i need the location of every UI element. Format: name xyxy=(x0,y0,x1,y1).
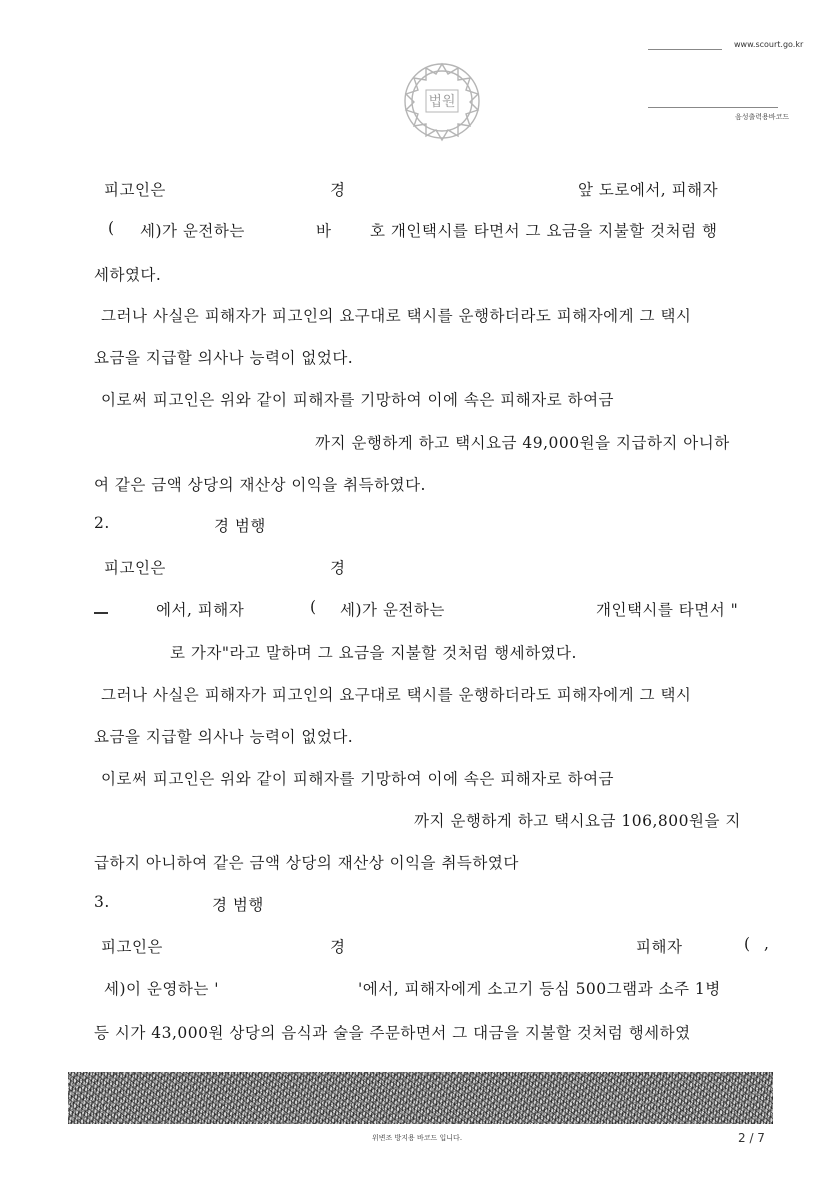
court-seal-emblem xyxy=(400,60,484,142)
text-line: 세)이 운영하는 ' xyxy=(104,980,220,998)
court-url: www.scourt.go.kr xyxy=(734,40,804,49)
text-line: 등 시가 43,000원 상당의 음식과 술을 주문하면서 그 대금을 지불할 것처럼 행세하였 xyxy=(94,1024,691,1042)
text-line: '에서, 피해자에게 소고기 등심 500그램과 소주 1병 xyxy=(358,980,721,998)
text-line: 경 xyxy=(330,559,346,577)
page-number: 2 / 7 xyxy=(738,1131,765,1145)
text-line: 개인택시를 타면서 " xyxy=(596,601,739,619)
text-line: 이로써 피고인은 위와 같이 피해자를 기망하여 이에 속은 피해자로 하여금 xyxy=(101,770,615,788)
text-line: 피고인은 xyxy=(104,559,166,577)
text-line: 까지 운행하게 하고 택시요금 49,000원을 지급하지 아니하 xyxy=(315,434,730,452)
seal-text: 법원 xyxy=(428,94,456,110)
text-line: 세)가 운전하는 xyxy=(140,222,245,240)
text-line: 경 범행 xyxy=(214,517,266,535)
text-line: 요금을 지급할 의사나 능력이 없었다. xyxy=(94,728,354,746)
text-line: 경 xyxy=(330,938,346,956)
text-line: 경 범행 xyxy=(212,896,264,914)
text-line: 호 개인택시를 타면서 그 요금을 지불할 것처럼 행 xyxy=(370,222,718,240)
text-line: 요금을 지급할 의사나 능력이 없었다. xyxy=(94,349,354,367)
text-line: 피해자 xyxy=(636,938,683,956)
text-line: ( xyxy=(108,219,115,237)
text-line: ( xyxy=(744,935,751,953)
text-line: 그러나 사실은 피해자가 피고인의 요구대로 택시를 운행하더라도 피해자에게 그 택시 xyxy=(101,686,692,704)
text-line: 피고인은 xyxy=(104,181,166,199)
header-rule-left xyxy=(648,49,722,50)
text-line: 세)가 운전하는 xyxy=(340,601,445,619)
text-line: 까지 운행하게 하고 택시요금 106,800원을 지 xyxy=(414,812,741,830)
text-line: 에서, 피해자 xyxy=(156,601,245,619)
text-line: 로 가자"라고 말하며 그 요금을 지불할 것처럼 행세하였다. xyxy=(170,644,577,662)
text-line: 이로써 피고인은 위와 같이 피해자를 기망하여 이에 속은 피해자로 하여금 xyxy=(101,391,615,409)
text-line: ( xyxy=(310,598,317,616)
header-rule-lower xyxy=(648,107,778,108)
text-line: 2. xyxy=(94,514,110,532)
anti-forgery-barcode xyxy=(68,1072,773,1124)
text-line: 여 같은 금액 상당의 재산상 이익을 취득하였다. xyxy=(94,476,426,494)
text-line: 피고인은 xyxy=(101,938,163,956)
text-line: , xyxy=(764,935,770,953)
text-line: 3. xyxy=(94,893,110,911)
text-line: 앞 도로에서, 피해자 xyxy=(578,181,719,199)
text-line: 그러나 사실은 피해자가 피고인의 요구대로 택시를 운행하더라도 피해자에게 그 택시 xyxy=(101,307,692,325)
text-line: 바 xyxy=(316,222,332,240)
redaction-mark xyxy=(94,612,108,614)
barcode-caption: 음성출력용바코드 xyxy=(735,113,790,121)
text-line: 경 xyxy=(330,181,346,199)
barcode-footer-caption: 위변조 방지용 바코드 입니다. xyxy=(372,1134,463,1142)
text-line: 세하였다. xyxy=(94,266,162,284)
text-line: 급하지 아니하여 같은 금액 상당의 재산상 이익을 취득하였다 xyxy=(94,854,519,872)
